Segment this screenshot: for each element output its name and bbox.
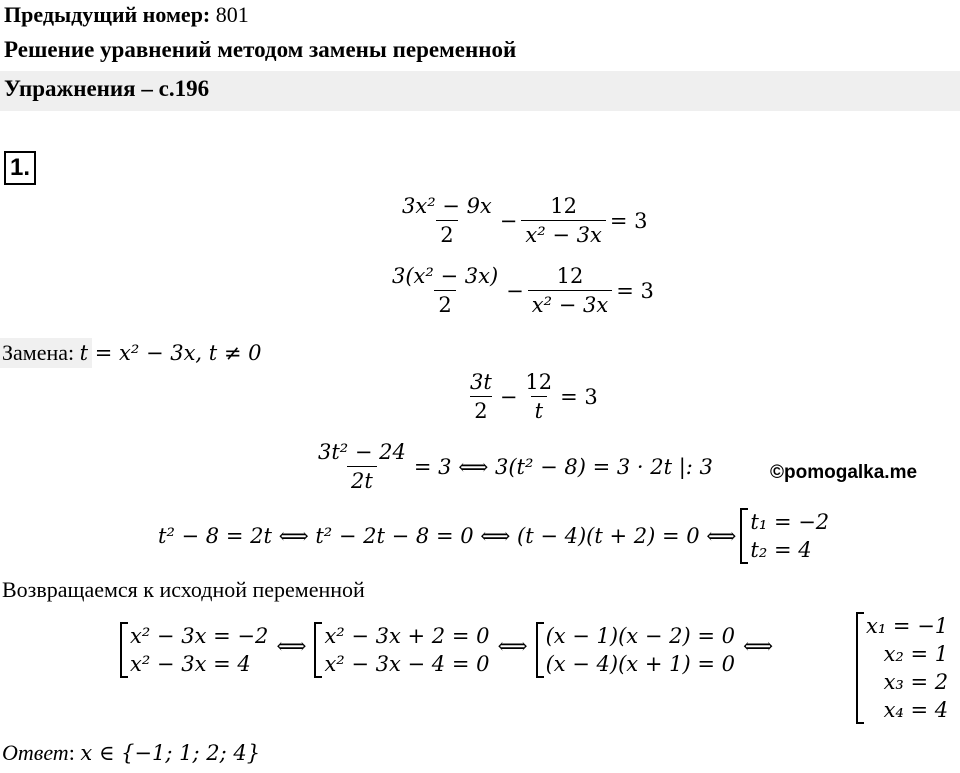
eq4-rhs: = 3 ⟺ 3(t² − 8) = 3 · 2t |: 3 [413, 454, 713, 479]
return-to-variable-text: Возвращаемся к исходной переменной [2, 577, 365, 602]
eq3-rhs: = 3 [560, 384, 598, 409]
substitution-label: Замена: [2, 340, 75, 365]
system-1-line-1: x² − 3x = −2 [130, 624, 269, 648]
eq1-minus: − [499, 208, 518, 233]
system-2-bracket [314, 622, 322, 678]
eq1-frac1-denominator: 2 [436, 220, 457, 247]
eq5-bracket [740, 508, 748, 564]
eq3-fraction-1 [466, 370, 496, 423]
eq3-fraction-2 [521, 370, 556, 423]
equation-2 [388, 264, 654, 317]
root-x2: x₂ = 1 [883, 642, 949, 666]
substitution-line [2, 340, 262, 366]
topic-title: Решение уравнений методом замены переменной [4, 37, 517, 62]
equation-3 [466, 370, 598, 423]
eq1-fraction-2 [521, 194, 605, 247]
eq1-fraction-1 [398, 194, 496, 247]
system-3 [536, 622, 735, 678]
equation-5 [158, 508, 829, 564]
eq2-frac1-numerator: 3(x² − 3x) [392, 264, 499, 288]
eq3-frac1-denominator: 2 [470, 396, 491, 423]
system-2-line-1: x² − 3x + 2 = 0 [324, 624, 490, 648]
roots-system-bracket-wrap [856, 612, 948, 724]
eq3-frac2-denominator: t [531, 396, 547, 423]
eq2-fraction-1 [388, 264, 502, 317]
root-x4: x₄ = 4 [883, 698, 949, 722]
eq4-numerator: 3t² − 24 [318, 440, 406, 464]
eq3-frac2-numerator: 12 [525, 370, 553, 394]
eq1-frac2-denominator: x² − 3x [521, 220, 605, 247]
equivalence-arrow-1: ⟺ [276, 634, 307, 658]
equivalence-arrow-2: ⟺ [497, 634, 528, 658]
system-3-bracket [536, 622, 544, 678]
previous-number-line [4, 2, 249, 28]
system-2-line-2: x² − 3x − 4 = 0 [324, 652, 490, 676]
eq3-minus: − [499, 384, 518, 409]
eq4-denominator: 2t [347, 466, 377, 493]
equation-1 [398, 194, 647, 247]
eq2-frac1-denominator: 2 [434, 290, 455, 317]
eq5-lhs: t² − 8 = 2t ⟺ t² − 2t − 8 = 0 ⟺ (t − 4)(t + 2) = 0 ⟺ [158, 524, 737, 548]
eq5-root-1: t₁ = −2 [750, 510, 830, 534]
answer-line [2, 740, 260, 766]
equation-4 [314, 440, 713, 493]
system-1-bracket [120, 622, 128, 678]
eq3-frac1-numerator: 3t [470, 370, 492, 394]
substitution-expression: t = x² − 3x, t ≠ 0 [79, 341, 262, 365]
eq2-frac2-numerator: 12 [556, 264, 584, 288]
system-3-line-2: (x − 4)(x + 1) = 0 [545, 652, 735, 676]
eq5-roots-system [740, 508, 829, 564]
system-2 [314, 622, 489, 678]
answer-colon: : [68, 740, 75, 765]
equivalence-arrow-3: ⟺ [742, 634, 774, 658]
section-title: Упражнения – с.196 [4, 76, 210, 101]
eq2-fraction-2 [528, 264, 612, 317]
roots-system-bracket [856, 612, 864, 724]
eq2-minus: − [506, 278, 524, 303]
system-1 [120, 622, 268, 678]
eq2-rhs: = 3 [616, 278, 654, 303]
system-3-line-1: (x − 1)(x − 2) = 0 [545, 624, 735, 648]
eq2-frac2-denominator: x² − 3x [528, 290, 612, 317]
root-x3: x₃ = 2 [883, 670, 949, 694]
final-systems-line [120, 614, 773, 678]
root-x1: x₁ = −1 [866, 614, 949, 638]
watermark-text: ©pomogalka.me [770, 462, 918, 483]
exercise-number-box: 1. [4, 151, 36, 185]
previous-number-label: Предыдущий номер: [4, 2, 211, 27]
answer-label: Ответ [2, 740, 69, 765]
answer-expression: x ∈ {−1; 1; 2; 4} [80, 741, 261, 765]
eq4-fraction [314, 440, 410, 493]
system-1-line-2: x² − 3x = 4 [130, 652, 251, 676]
previous-number-value[interactable]: 801 [215, 2, 249, 27]
eq1-frac2-numerator: 12 [550, 194, 577, 218]
eq1-frac1-numerator: 3x² − 9x [402, 194, 492, 218]
roots-system-4 [856, 612, 948, 724]
eq5-root-2: t₂ = 4 [750, 538, 812, 562]
eq1-rhs: = 3 [609, 208, 648, 233]
